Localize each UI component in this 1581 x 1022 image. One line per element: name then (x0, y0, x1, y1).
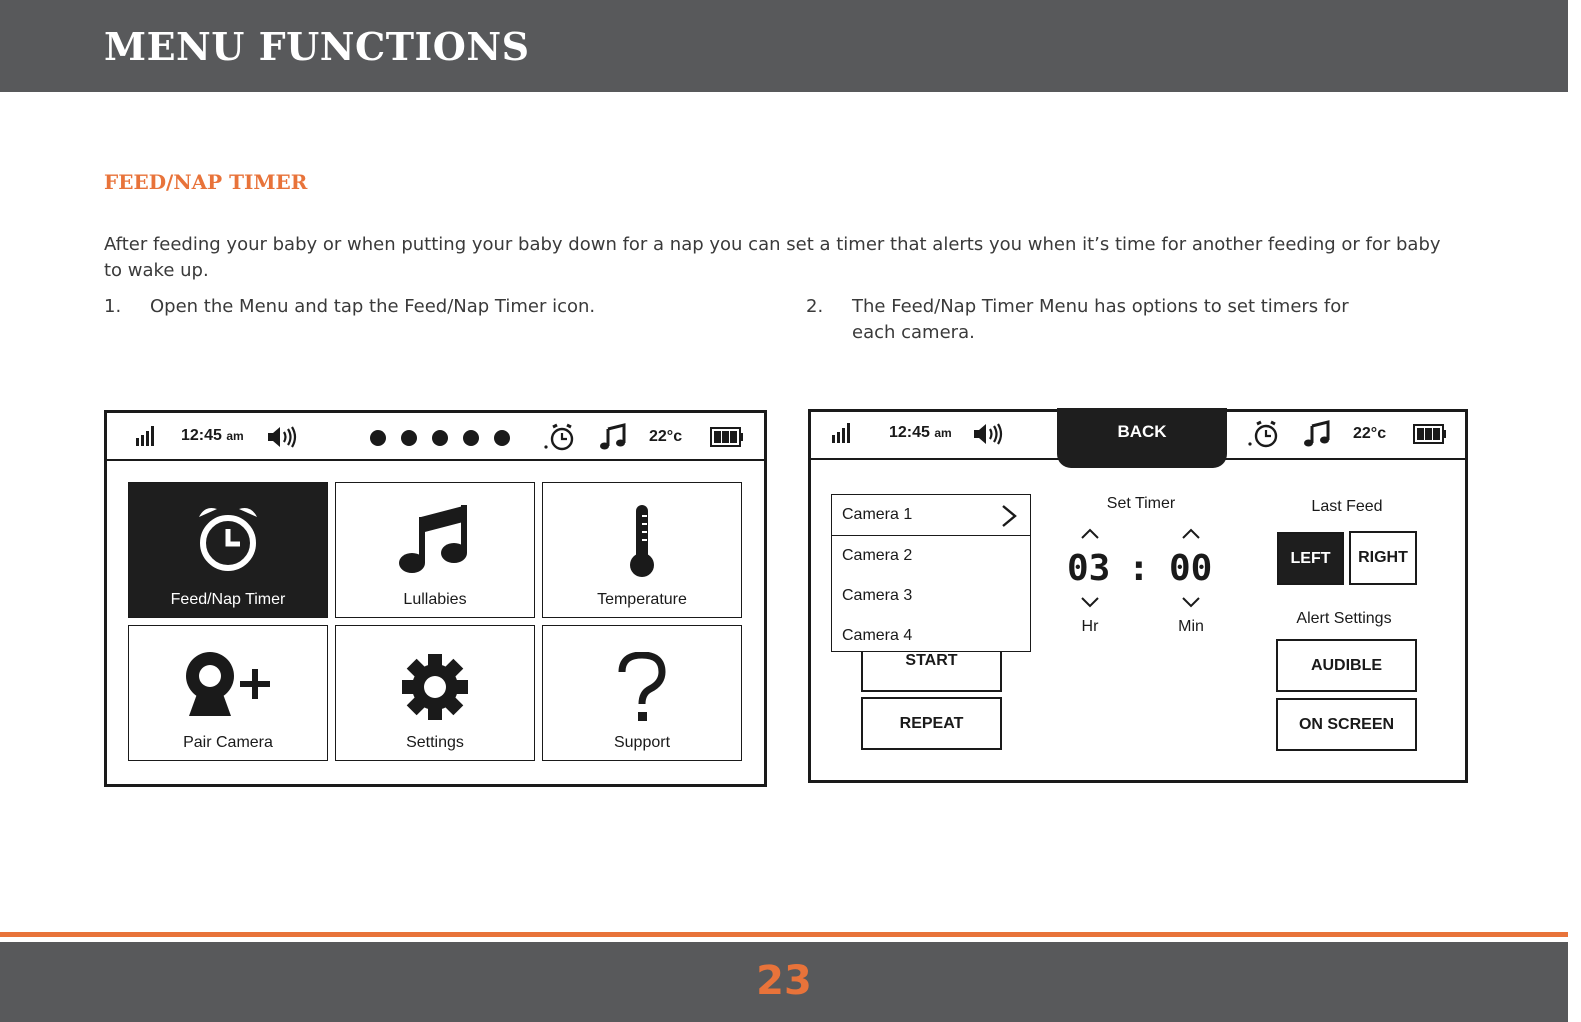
audible-label: AUDIBLE (1310, 657, 1383, 674)
status-bar (107, 413, 764, 461)
status-bar (811, 412, 1465, 460)
thermometer-icon (622, 503, 662, 579)
time-separator: : (1128, 548, 1150, 589)
right-button[interactable] (1349, 531, 1417, 585)
camera-option-3[interactable]: Camera 3 (842, 587, 913, 604)
status-time: 12:45 am (181, 427, 244, 444)
repeat-button[interactable] (861, 697, 1002, 750)
music-note-icon (599, 423, 627, 451)
status-temperature: 22°c (649, 428, 683, 445)
battery-icon (1413, 424, 1447, 444)
footer-divider (0, 932, 1568, 937)
tile-lullabies[interactable] (335, 482, 535, 618)
signal-icon (135, 425, 157, 447)
left-button[interactable] (1277, 532, 1344, 585)
section-title: FEED/NAP TIMER (104, 170, 308, 194)
hour-up-arrow-icon[interactable] (1080, 528, 1100, 540)
hr-label: Hr (1081, 618, 1099, 635)
minute-up-arrow-icon[interactable] (1181, 528, 1201, 540)
step-2 (806, 294, 1466, 350)
hours-value: 03 (1067, 548, 1111, 589)
camera-select[interactable] (831, 494, 1031, 536)
tile-feed-nap-timer[interactable] (128, 482, 328, 618)
alert-settings-label: Alert Settings (1296, 610, 1392, 627)
alarm-clock-icon (1248, 420, 1280, 448)
speaker-icon (973, 422, 1003, 446)
tile-support[interactable] (542, 625, 742, 761)
step-text: Open the Menu and tap the Feed/Nap Timer icon. (150, 296, 596, 317)
status-time: 12:45 am (889, 424, 952, 441)
signal-icon (831, 422, 853, 444)
chevron-right-icon (1000, 504, 1018, 528)
page-title: MENU FUNCTIONS (104, 24, 530, 69)
minutes-value: 00 (1169, 548, 1213, 589)
left-label: LEFT (1290, 550, 1331, 567)
step-1 (104, 294, 784, 324)
on-screen-label: ON SCREEN (1298, 716, 1395, 733)
tile-label: Temperature (597, 591, 687, 608)
page-number: 23 (756, 958, 812, 1004)
set-timer-label: Set Timer (1106, 495, 1176, 512)
step-text-line-1: The Feed/Nap Timer Menu has options to set timers for (852, 296, 1349, 317)
camera-option-1: Camera 1 (842, 506, 913, 523)
back-label: BACK (1117, 422, 1167, 441)
music-note-icon (1303, 420, 1331, 448)
tile-label: Settings (406, 734, 464, 751)
camera-plus-icon (183, 650, 273, 720)
minute-down-arrow-icon[interactable] (1181, 596, 1201, 608)
camera-option-2[interactable]: Camera 2 (842, 547, 913, 564)
on-screen-button[interactable] (1276, 698, 1417, 751)
start-label: START (905, 652, 958, 669)
timer-screen (808, 409, 1468, 783)
alarm-clock-icon (193, 503, 263, 573)
repeat-label: REPEAT (899, 715, 964, 732)
tile-temperature[interactable] (542, 482, 742, 618)
camera-option-4[interactable]: Camera 4 (842, 627, 913, 644)
back-button[interactable] (1057, 408, 1227, 468)
right-label: RIGHT (1358, 549, 1408, 566)
tile-label: Pair Camera (183, 734, 273, 751)
tile-pair-camera[interactable] (128, 625, 328, 761)
tile-label: Lullabies (403, 591, 467, 608)
audible-button[interactable] (1276, 639, 1417, 692)
menu-screen (104, 410, 767, 787)
page-dots-indicator (369, 429, 511, 447)
tile-label: Support (613, 734, 671, 751)
min-label: Min (1178, 618, 1204, 635)
tile-label: Feed/Nap Timer (170, 591, 286, 608)
status-temperature: 22°c (1353, 425, 1387, 442)
tile-settings[interactable] (335, 625, 535, 761)
step-number: 2. (806, 296, 824, 317)
step-text-line-2: each camera. (852, 322, 975, 343)
speaker-icon (267, 425, 297, 449)
battery-icon (710, 427, 744, 447)
step-number: 1. (104, 296, 122, 317)
intro-paragraph: After feeding your baby or when putting your baby down for a nap you can set a timer that alerts you when it’s time for another feeding or for baby to wake up. (104, 234, 1441, 281)
question-icon (617, 652, 667, 728)
hour-down-arrow-icon[interactable] (1080, 596, 1100, 608)
gear-icon (400, 652, 470, 722)
alarm-clock-icon (544, 423, 576, 451)
music-note-icon (397, 503, 473, 577)
last-feed-label: Last Feed (1311, 498, 1383, 515)
